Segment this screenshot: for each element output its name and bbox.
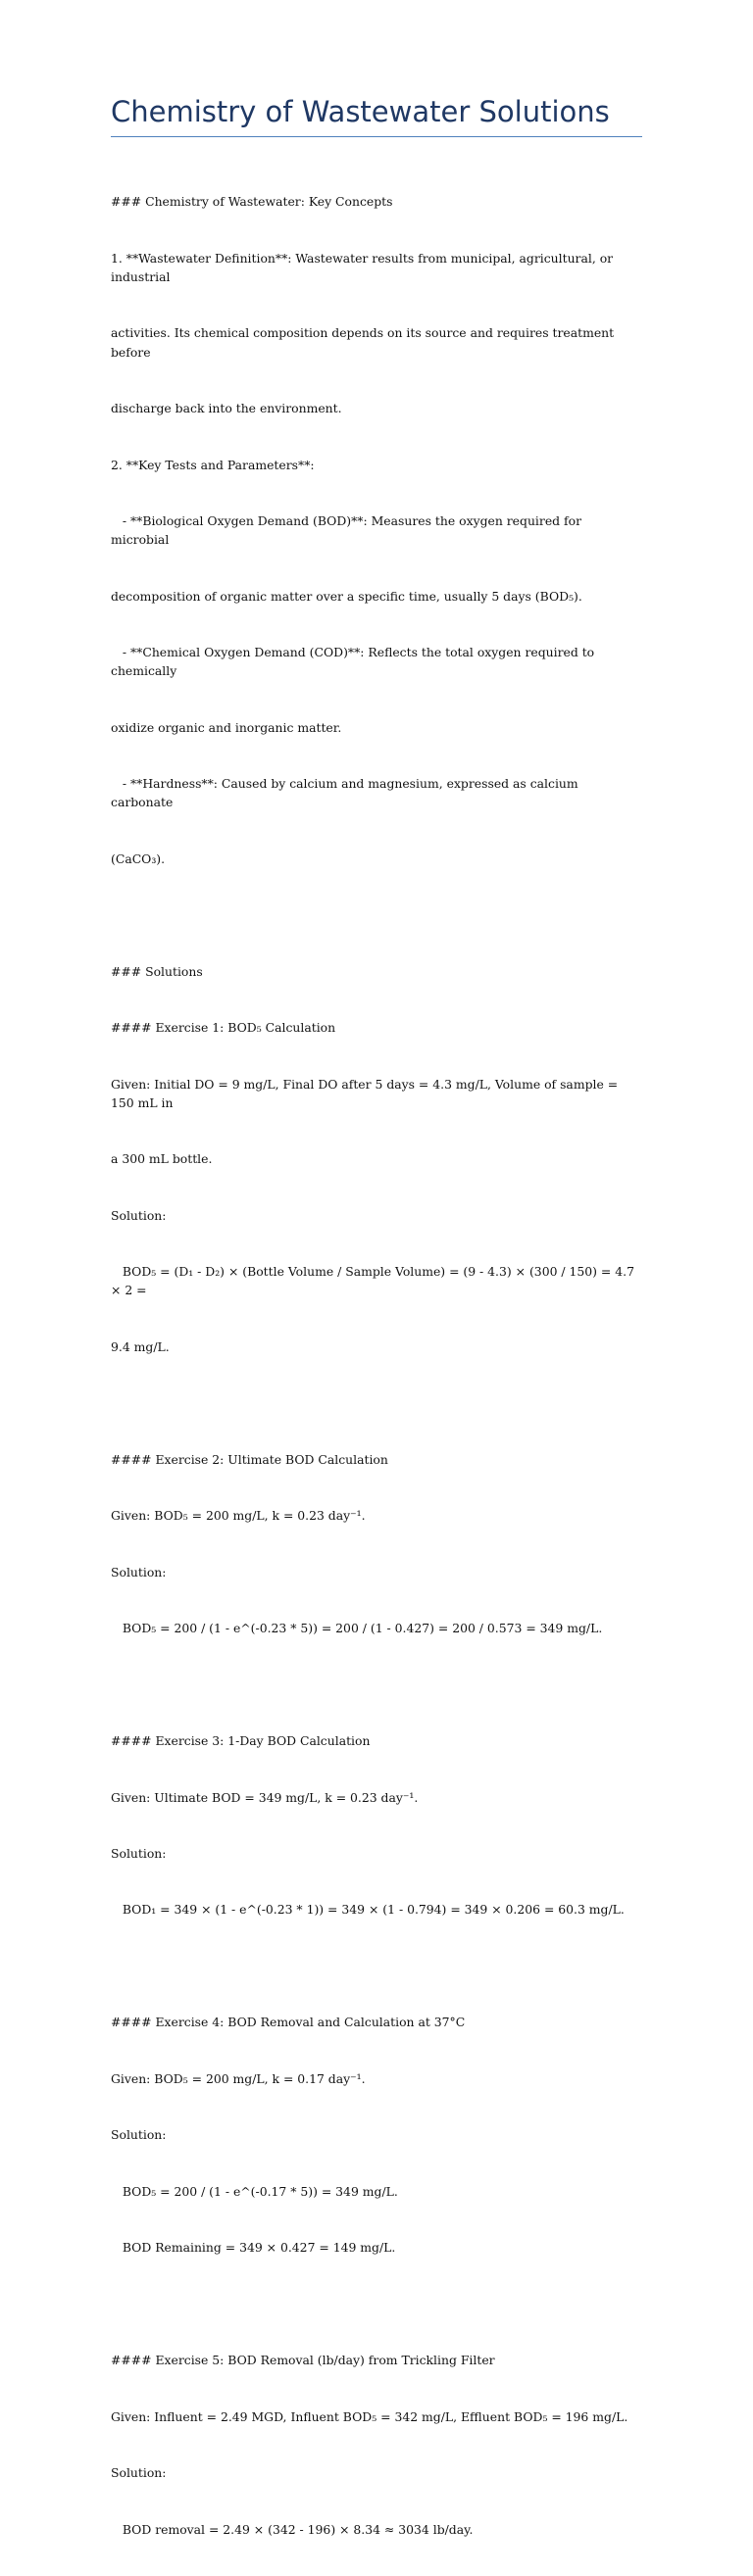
text-line: decomposition of organic matter over a specific time, usually 5 days (BOD₅). <box>111 588 582 604</box>
text-line: BOD removal = 2.49 × (342 - 196) × 8.34 ≈ 3034 lb/day. <box>111 2521 474 2537</box>
text-line: Solution: <box>111 2127 167 2143</box>
text-line: a 300 mL bottle. <box>111 1151 213 1167</box>
exercise-heading: #### Exercise 3: 1-Day BOD Calculation <box>111 1733 371 1749</box>
document-title: Chemistry of Wastewater Solutions <box>111 94 642 137</box>
text-line: Given: Ultimate BOD = 349 mg/L, k = 0.23 day⁻¹. <box>111 1789 419 1805</box>
blank-line <box>111 905 642 924</box>
text-line: oxidize organic and inorganic matter. <box>111 719 342 735</box>
text-line: - **Biological Oxygen Demand (BOD)**: Measures the oxygen required for microbial <box>111 512 585 548</box>
text-line: (CaCO₃). <box>111 851 166 866</box>
exercise-heading: #### Exercise 1: BOD₅ Calculation <box>111 1020 336 1036</box>
text-line: BOD₅ = 200 / (1 - e^(-0.23 * 5)) = 200 / (1 - 0.427) = 200 / 0.573 = 349 mg/L. <box>111 1621 603 1636</box>
text-line: 1. **Wastewater Definition**: Wastewater results from municipal, agricultural, or industrial <box>111 250 618 284</box>
text-line: Given: Initial DO = 9 mg/L, Final DO after 5 days = 4.3 mg/L, Volume of sample = 150 mL in <box>111 1076 623 1110</box>
exercise-heading: #### Exercise 4: BOD Removal and Calculation at 37°C <box>111 2015 466 2030</box>
text-line: Solution: <box>111 2465 167 2481</box>
text-line: BOD Remaining = 349 × 0.427 = 149 mg/L. <box>111 2240 396 2256</box>
document-page <box>111 94 642 2576</box>
blank-line <box>111 1957 642 1975</box>
text-line: discharge back into the environment. <box>111 401 342 416</box>
text-line: - **Chemical Oxygen Demand (COD)**: Reflects the total oxygen required to chemically <box>111 645 599 679</box>
section-heading: ### Solutions <box>111 963 203 979</box>
text-line: Given: BOD₅ = 200 mg/L, k = 0.23 day⁻¹. <box>111 1508 366 1524</box>
text-line: - **Hardness**: Caused by calcium and magnesium, expressed as calcium carbonate <box>111 776 582 810</box>
document-body <box>111 155 642 2576</box>
text-line: activities. Its chemical composition depends on its source and requires treatment before <box>111 325 619 360</box>
text-line: 2. **Key Tests and Parameters**: <box>111 457 315 472</box>
text-line: Given: Influent = 2.49 MGD, Influent BOD₅ = 342 mg/L, Effluent BOD₅ = 196 mg/L. <box>111 2408 628 2424</box>
blank-line <box>111 1393 642 1412</box>
text-line: Solution: <box>111 1564 167 1580</box>
exercise-heading: #### Exercise 2: Ultimate BOD Calculation <box>111 1451 388 1467</box>
blank-line <box>111 1676 642 1694</box>
text-line: BOD₅ = 200 / (1 - e^(-0.17 * 5)) = 349 mg/L. <box>111 2183 398 2199</box>
text-line: 9.4 mg/L. <box>111 1338 170 1354</box>
text-line: Given: BOD₅ = 200 mg/L, k = 0.17 day⁻¹. <box>111 2070 366 2086</box>
text-line: Solution: <box>111 1207 167 1223</box>
text-line: BOD₅ = (D₁ - D₂) × (Bottle Volume / Sample Volume) = (9 - 4.3) × (300 / 150) = 4.7 × 2 = <box>111 1264 638 1298</box>
blank-line <box>111 2295 642 2313</box>
text-line: ### Chemistry of Wastewater: Key Concepts <box>111 194 393 210</box>
text-line: BOD₁ = 349 × (1 - e^(-0.23 * 1)) = 349 × (1 - 0.794) = 349 × 0.206 = 60.3 mg/L. <box>111 1902 625 1918</box>
exercise-heading: #### Exercise 5: BOD Removal (lb/day) from Trickling Filter <box>111 2353 495 2368</box>
text-line: Solution: <box>111 1846 167 1862</box>
